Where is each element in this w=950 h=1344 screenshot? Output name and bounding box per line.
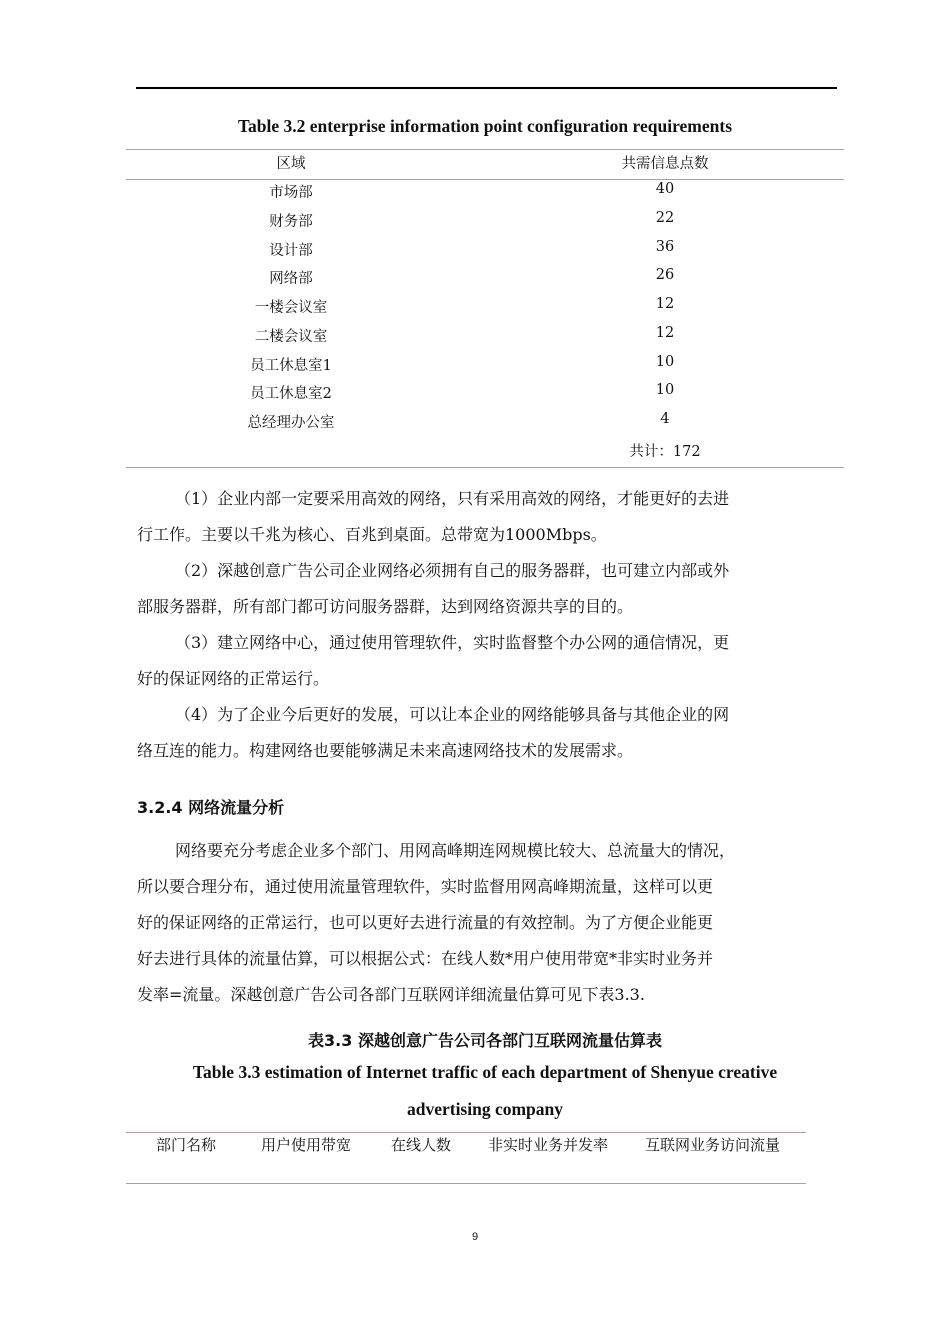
paragraph-line: 发率=流量。深越创意广告公司各部门互联网详细流量估算可见下表3.3. xyxy=(137,985,645,1004)
section-heading: 3.2.4 网络流量分析 xyxy=(137,798,285,817)
paragraph-line: 好去进行具体的流量估算，可以根据公式：在线人数*用户使用带宽*非实时业务并 xyxy=(137,949,714,968)
table-header-cell: 在线人数 xyxy=(391,1136,452,1154)
table-3-2-header-points: 共需信息点数 xyxy=(621,156,709,172)
paragraph-line: （1）企业内部一定要采用高效的网络，只有采用高效的网络，才能更好的去进 xyxy=(175,489,730,508)
table-header-cell: 用户使用带宽 xyxy=(261,1136,352,1154)
table-3-2-total: 共计：172 xyxy=(629,444,701,460)
paragraph-line: 行工作。主要以千兆为核心、百兆到桌面。总带宽为1000Mbps。 xyxy=(137,525,607,544)
table-cell: 财务部 xyxy=(269,214,313,230)
table-cell: 36 xyxy=(655,239,675,255)
table-cell: 4 xyxy=(660,411,670,427)
table-cell: 12 xyxy=(655,296,675,312)
table-cell: 40 xyxy=(655,181,675,197)
table-3-3-top-rule xyxy=(126,1132,806,1133)
table-header-cell: 部门名称 xyxy=(156,1136,217,1154)
table-3-2-header-rule xyxy=(126,179,844,180)
table-cell: 26 xyxy=(655,267,675,283)
table-3-2-top-rule xyxy=(126,149,844,150)
table-cell: 设计部 xyxy=(269,243,313,259)
table-header-cell: 互联网业务访问流量 xyxy=(645,1136,781,1154)
table-cell: 员工休息室1 xyxy=(250,358,332,374)
table-cell: 市场部 xyxy=(269,185,313,201)
table-cell: 员工休息室2 xyxy=(250,386,332,402)
table-cell: 10 xyxy=(655,382,675,398)
table-3-3-caption-en-line1: Table 3.3 estimation of Internet traffic of each department of Shenyue creative xyxy=(192,1062,778,1082)
table-3-3-header-rule xyxy=(126,1183,806,1184)
table-cell: 网络部 xyxy=(269,271,313,287)
paragraph-line: 所以要合理分布，通过使用流量管理软件，实时监督用网高峰期流量，这样可以更 xyxy=(137,877,714,896)
section-body xyxy=(137,833,837,1013)
table-cell: 12 xyxy=(655,325,675,341)
paragraph-line: （2）深越创意广告公司企业网络必须拥有自己的服务器群，也可建立内部或外 xyxy=(175,561,730,580)
table-3-3-caption-en-line2: advertising company xyxy=(406,1099,564,1119)
requirements-list xyxy=(137,481,837,769)
header-rule xyxy=(136,87,837,89)
paragraph-line: 好的保证网络的正常运行。 xyxy=(137,669,330,688)
table-cell: 22 xyxy=(655,210,675,226)
paragraph-line: 部服务器群，所有部门都可访问服务器群，达到网络资源共享的目的。 xyxy=(137,597,634,616)
table-3-2-bottom-rule xyxy=(126,467,844,468)
paragraph-line: 络互连的能力。构建网络也要能够满足未来高速网络技术的发展需求。 xyxy=(137,741,634,760)
paragraph-line: （3）建立网络中心，通过使用管理软件，实时监督整个办公网的通信情况，更 xyxy=(175,633,730,652)
table-header-cell: 非实时业务并发率 xyxy=(488,1136,609,1154)
paragraph-line: 好的保证网络的正常运行，也可以更好去进行流量的有效控制。为了方便企业能更 xyxy=(137,913,714,932)
table-cell: 总经理办公室 xyxy=(247,415,335,431)
table-cell: 10 xyxy=(655,354,675,370)
table-cell: 二楼会议室 xyxy=(254,329,328,345)
table-3-2-header-region: 区域 xyxy=(276,156,306,172)
paragraph-line: 网络要充分考虑企业多个部门、用网高峰期连网规模比较大、总流量大的情况， xyxy=(175,841,736,860)
table-cell: 一楼会议室 xyxy=(254,300,328,316)
table-3-3-caption-cn: 表3.3 深越创意广告公司各部门互联网流量估算表 xyxy=(308,1031,662,1050)
paragraph-line: （4）为了企业今后更好的发展，可以让本企业的网络能够具备与其他企业的网 xyxy=(175,705,730,724)
table-3-2-caption: Table 3.2 enterprise information point configuration requirements xyxy=(237,116,733,136)
page-number: 9 xyxy=(471,1231,479,1243)
